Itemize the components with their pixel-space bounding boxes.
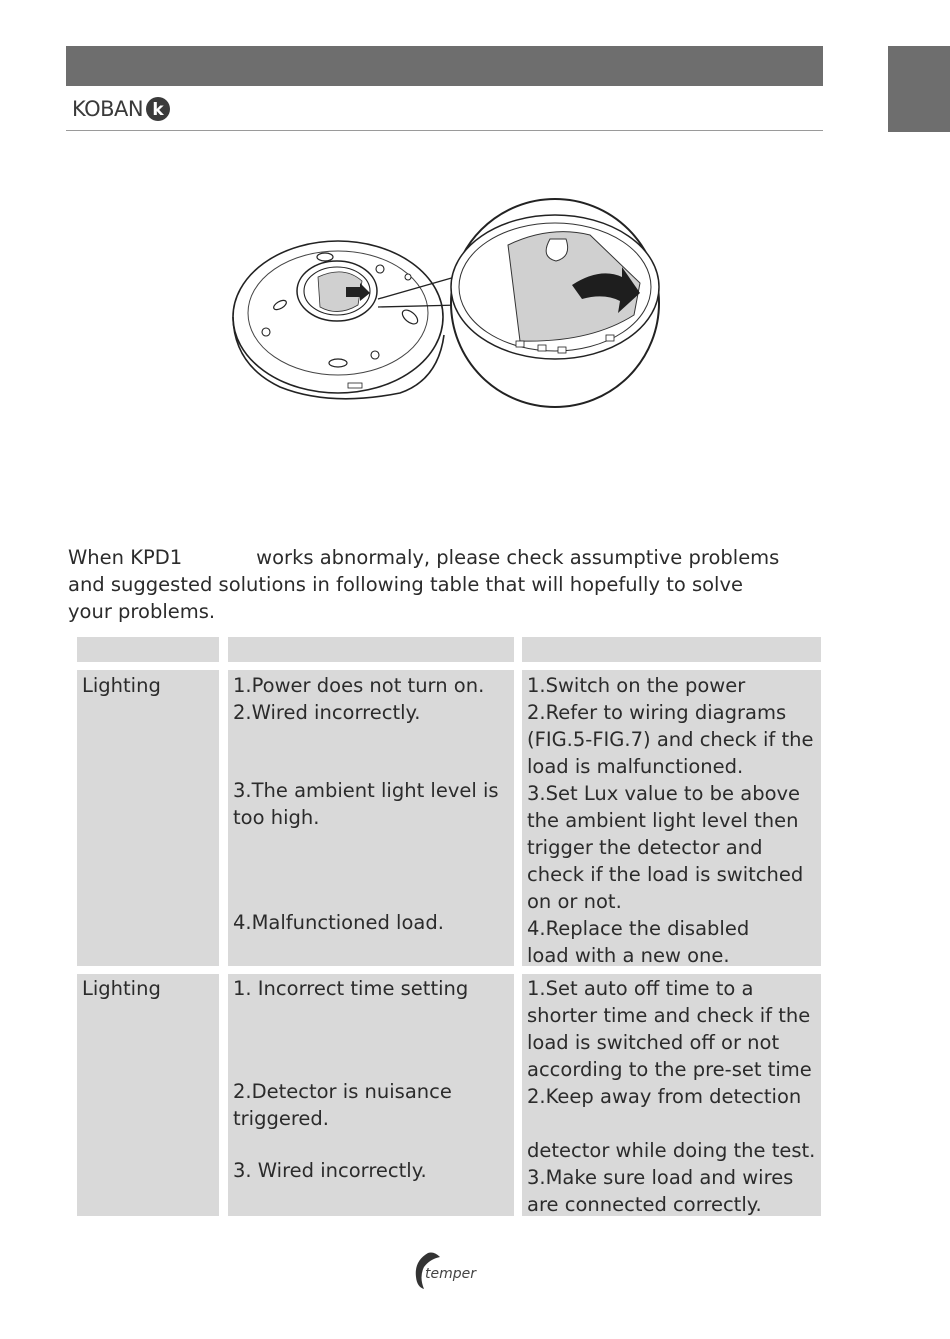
solution-line: 2.Keep away from detection (527, 1085, 802, 1108)
solution-line: 1.Set auto off time to a (527, 977, 754, 1000)
intro-paragraph (68, 544, 828, 625)
solution-line: shorter time and check if the (527, 1004, 811, 1027)
cause-line: 2.Detector is nuisance (233, 1080, 452, 1103)
header-divider (66, 130, 823, 131)
solution-line: 4.Replace the disabled (527, 917, 750, 940)
cause-line: 4.Malfunctioned load. (233, 911, 444, 934)
intro-part1: When KPD1 (68, 546, 183, 569)
solution-line: 3.Make sure load and wires (527, 1166, 794, 1189)
cause-line: 1. Incorrect time setting (233, 977, 469, 1000)
cause-line: 1.Power does not turn on. (233, 674, 485, 697)
detector-illustration (220, 195, 670, 417)
logo-mark: k (152, 100, 164, 120)
solution-line: according to the pre-set time (527, 1058, 812, 1081)
solution-line: 1.Switch on the power (527, 674, 746, 697)
solution-line: trigger the detector and (527, 836, 763, 859)
cause-line: 2.Wired incorrectly. (233, 701, 421, 724)
solution-line: detector while doing the test. (527, 1139, 816, 1162)
solution-line: on or not. (527, 890, 622, 913)
table-row-2-causes (228, 974, 514, 1216)
table-row-1-solutions (522, 670, 821, 966)
solution-line: (FIG.5-FIG.7) and check if the (527, 728, 814, 751)
cause-line: 3. Wired incorrectly. (233, 1159, 427, 1182)
solution-line: load is malfunctioned. (527, 755, 744, 778)
solution-line: load is switched off or not (527, 1031, 780, 1054)
table-row-2-solutions (522, 974, 821, 1216)
intro-line3: your problems. (68, 600, 216, 623)
solution-line: are connected correctly. (527, 1193, 762, 1216)
table-header-solution (522, 637, 821, 662)
section-tab (888, 46, 950, 132)
koban-logo (72, 92, 171, 126)
koban-k-icon (145, 96, 171, 122)
cause-line: 3.The ambient light level is (233, 779, 499, 802)
solution-line: check if the load is switched (527, 863, 804, 886)
solution-line: the ambient light level then (527, 809, 799, 832)
header-band (66, 46, 823, 86)
table-row-1-causes (228, 670, 514, 966)
table-row-1-symptom (77, 670, 219, 966)
solution-line: 2.Refer to wiring diagrams (527, 701, 787, 724)
solution-line: load with a new one. (527, 944, 730, 967)
intro-part2: works abnormaly, please check assumptive problems (256, 546, 780, 569)
symptom-text: Lighting (82, 977, 161, 1000)
table-header-symptom (77, 637, 219, 662)
table-row-2-symptom (77, 974, 219, 1216)
intro-line2: and suggested solutions in following table that will hopefully to solve (68, 573, 744, 596)
temper-logo (410, 1247, 490, 1291)
table-header-cause (228, 637, 514, 662)
logo-text: KOBAN (72, 97, 144, 121)
solution-line: 3.Set Lux value to be above (527, 782, 801, 805)
cause-line: too high. (233, 806, 320, 829)
symptom-text: Lighting (82, 674, 161, 697)
cause-line: triggered. (233, 1107, 329, 1130)
temper-logo-text: temper (425, 1266, 476, 1282)
